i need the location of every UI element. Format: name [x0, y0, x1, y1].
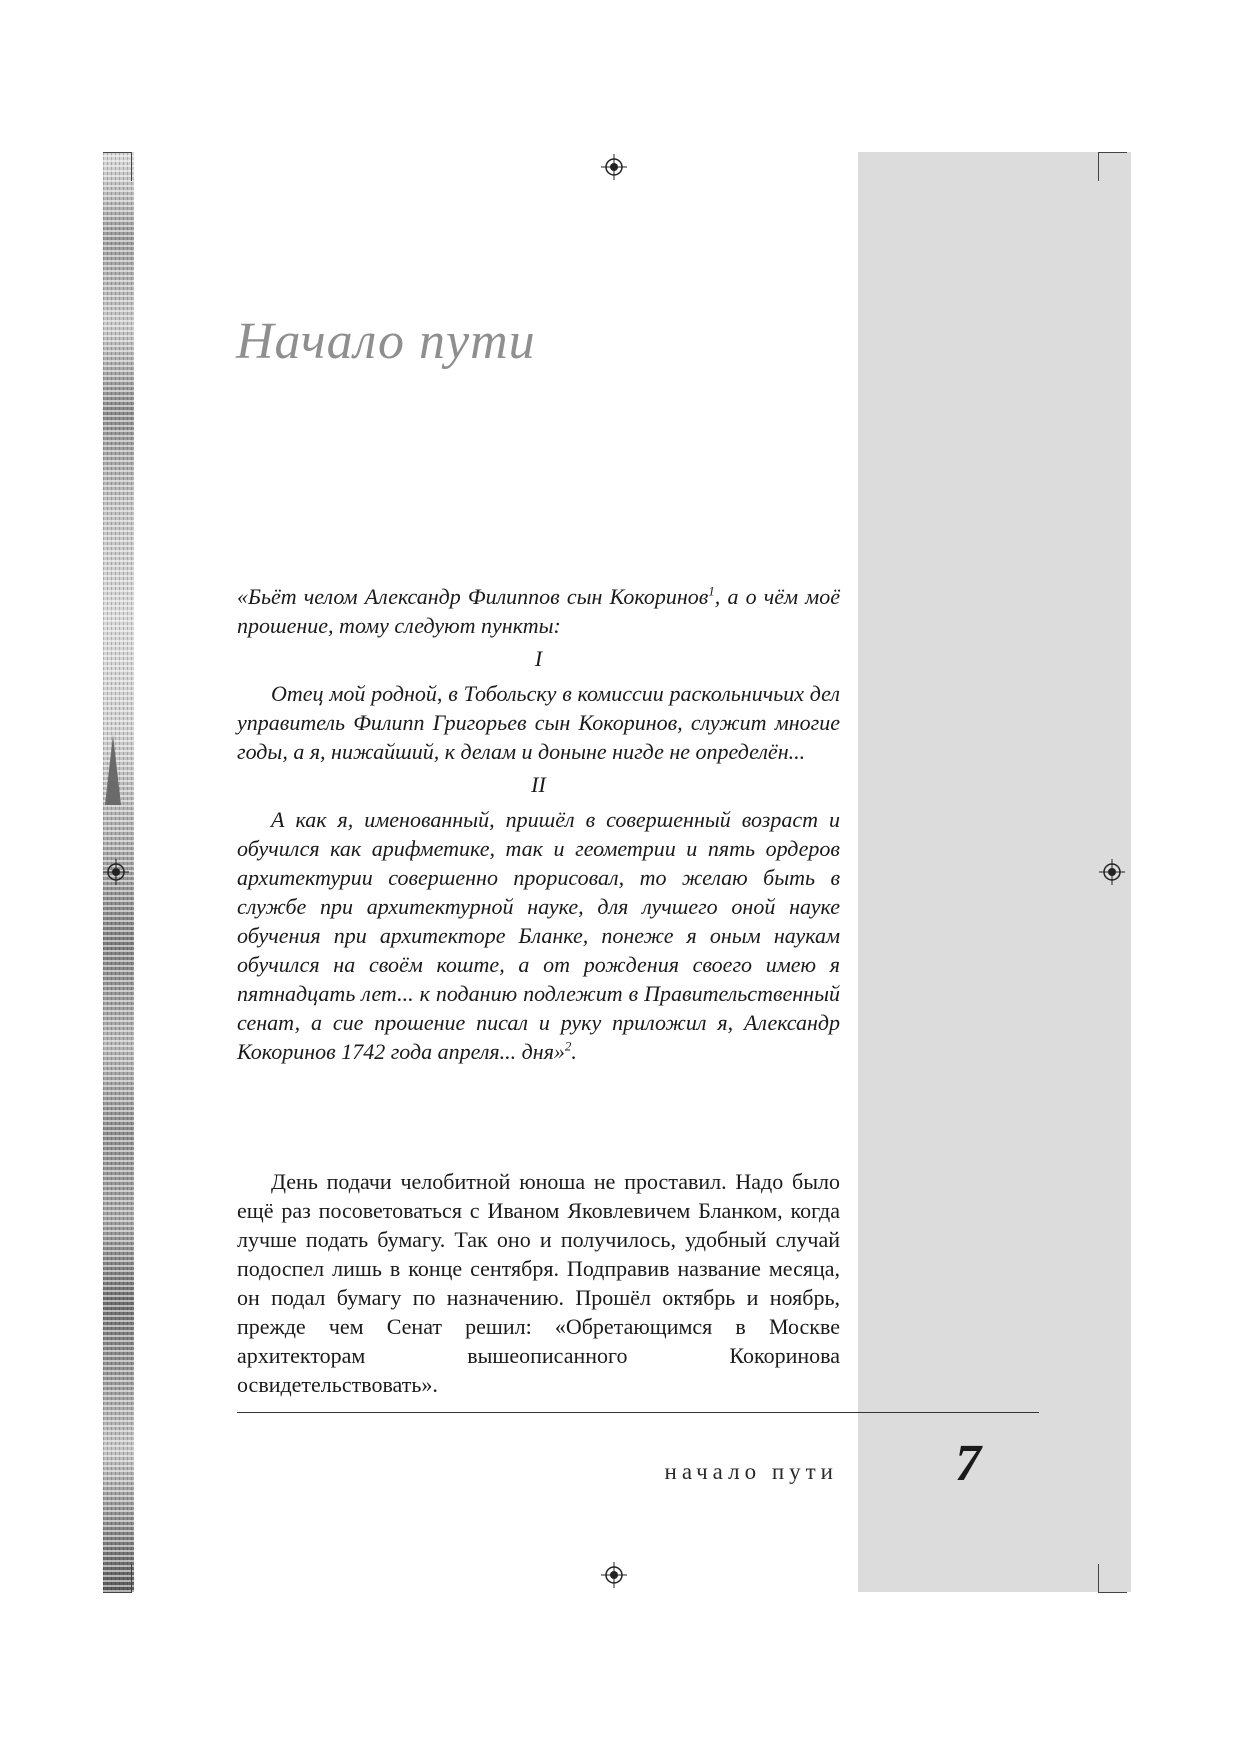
narrative-text — [237, 1167, 840, 1399]
narrative-paragraph: День подачи челобитной юноша не проставил. Надо было ещё раз посоветоваться с Иваном Яковлевичем Бланком, когда лучше подать бумагу. Так оно и получилось, удобный случай подоспел лишь в конце сентября. Подправив название месяца, он подал бумагу по назначению. Прошёл октябрь и ноябрь, прежде чем Сенат решил: «Обретающимся в Москве архитекторам вышеописанного Кокоринова освидетельствовать». — [237, 1169, 840, 1397]
gray-margin-panel — [858, 152, 1131, 1592]
petition-intro-text-end: , а о чём моё прошение, тому следуют пункты: — [237, 584, 840, 638]
crop-mark-top-right — [1098, 152, 1127, 181]
petition-quote — [237, 582, 840, 1066]
crop-mark-bottom-right — [1098, 1564, 1127, 1593]
petition-section-2-end: . — [571, 1039, 577, 1064]
crop-mark-bottom-left — [103, 1564, 132, 1593]
section-number: I — [534, 646, 543, 671]
registration-mark-icon — [103, 859, 129, 885]
crop-mark-top-left — [103, 152, 132, 181]
church-spire-illustration — [105, 735, 121, 805]
page-number: 7 — [955, 1435, 981, 1492]
petition-section-text — [237, 805, 840, 1066]
footnote-ref[interactable]: 1 — [708, 583, 715, 599]
section-number: II — [531, 772, 546, 797]
footer-rule — [237, 1412, 1039, 1413]
running-head: начало пути — [664, 1459, 838, 1484]
registration-mark-icon — [601, 154, 627, 180]
registration-mark-icon — [1099, 859, 1125, 885]
registration-mark-icon — [601, 1562, 627, 1588]
petition-section-2-body: А как я, именованный, пришёл в совершенный возраст и обучился как арифметике, так и геометрии и пять ордеров архитектурии совершенно прорисовал, то желаю быть в службе при архитектурной науке, для лучшего оной науке обучения при архитекторе Бланке, понеже я оным наукам обучился на своём коште, а от рождения своего имею я пятнадцать лет... к поданию подлежит в Правительственный сенат, а сие прошение писал и руку приложил я, Александр Кокоринов 1742 года апреля... дня» — [237, 807, 840, 1064]
petition-intro-text: «Бьёт челом Александр Филиппов сын Кокоринов — [237, 584, 709, 609]
footnote-ref[interactable]: 2 — [564, 1038, 572, 1054]
petition-intro — [237, 582, 840, 640]
chapter-title: Начало пути — [236, 313, 536, 370]
petition-section-text: Отец мой родной, в Тобольску в комиссии раскольничьих дел управитель Филипп Григорьев сын Кокоринов, служит многие годы, а я, нижайший, к делам и доныне нигде не определён... — [237, 681, 840, 764]
